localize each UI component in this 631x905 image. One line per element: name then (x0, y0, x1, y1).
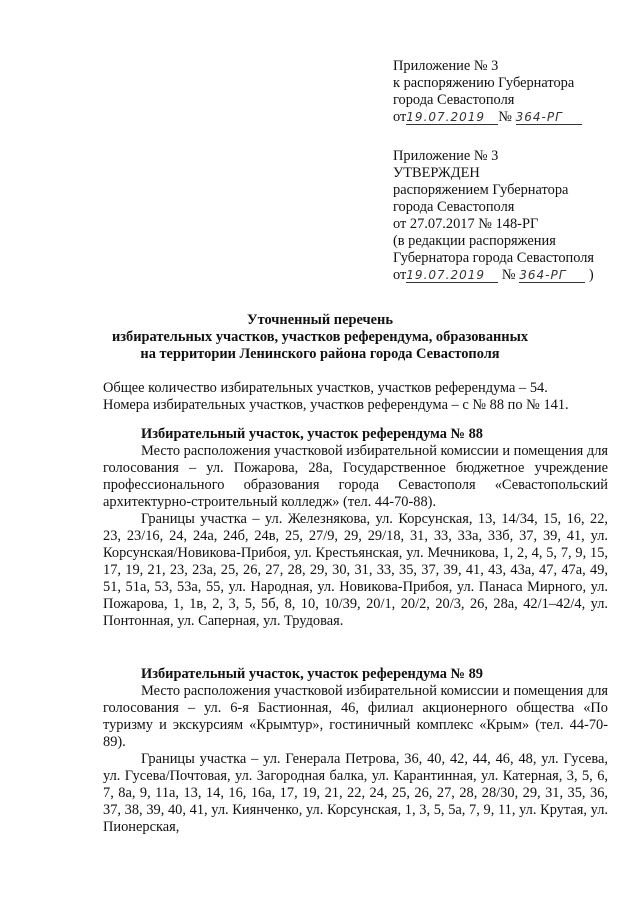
precinct-section (103, 426, 608, 630)
summary-block (103, 380, 603, 414)
summary-line: Номера избирательных участков, участков референдума – с № 88 по № 141. (103, 397, 569, 413)
precinct-borders: Границы участка – ул. Железнякова, ул. Корсунская, 13, 14/34, 15, 16, 22, 23, 23/16, 24, 24а, 24б, 24в, 25, 27/9, 29, 29/18, 31, 33, 33а, 33б, 37, 39, 41, ул. Корсунская/Новикова-Прибоя, ул. Крестьянская, ул. Мечникова, 1, 2, 4, 5, 7, 9, 15, 17, 19, 21, 23, 23а, 25, 26, 27, 28, 29, 30, 31, 33, 35, 37, 39, 41, 43, 43а, 47, 47а, 49, 51, 51а, 53, 53а, 55, ул. Народная, ул. Новикова-Прибоя, ул. Панаса Мирного, ул. Пожарова, 1, 1в, 2, 3, 5, 5б, 8, 10, 10/39, 20/1, 20/2, 20/3, 26, 28а, 42/1–42/4, ул. Понтонная, ул. Саперная, ул. Трудовая. (103, 511, 608, 629)
document-title (40, 312, 600, 363)
handwritten-date: 19.07.2019 (406, 110, 498, 125)
appendix-header-1 (393, 58, 625, 126)
appendix-line: города Севастополя (393, 92, 515, 108)
handwritten-number: 364-РГ (516, 110, 582, 125)
appendix-signature-line (393, 267, 625, 284)
handwritten-number: 364-РГ (519, 268, 585, 283)
from-label: от (393, 109, 407, 125)
precinct-heading: Избирательный участок, участок референдума № 88 (141, 426, 483, 442)
from-label: от (393, 267, 407, 283)
appendix-line: Приложение № 3 (393, 148, 499, 164)
appendix-line: к распоряжению Губернатора (393, 75, 575, 91)
summary-line: Общее количество избирательных участков, участков референдума – 54. (103, 380, 548, 396)
appendix-header-2 (393, 148, 625, 284)
number-label: № (501, 267, 516, 283)
number-label: № (498, 109, 513, 125)
appendix-line: (в редакции распоряжения (393, 233, 556, 249)
title-line: Уточненный перечень (247, 312, 393, 328)
appendix-line: распоряжением Губернатора (393, 182, 569, 198)
precinct-location: Место расположения участковой избирательной комиссии и помещения для голосования – ул. Пожарова, 28а, Государственное бюджетное учреждение профессионального образования города Севастополя «Севастопольский архитектурно-строительный колледж» (тел. 44-70-88). (103, 443, 608, 510)
precinct-section (103, 666, 608, 836)
appendix-signature-line (393, 109, 625, 126)
title-line: избирательных участков, участков референдума, образованных (111, 329, 529, 345)
appendix-line: Приложение № 3 (393, 58, 499, 74)
title-line: на территории Ленинского района города Севастополя (140, 346, 500, 362)
precinct-location: Место расположения участковой избирательной комиссии и помещения для голосования – ул. 6-я Бастионная, 46, филиал акционерного общества «По туризму и экскурсиям «Крымтур», гостиничный комплекс «Крым» (тел. 44-70-89). (103, 683, 608, 750)
handwritten-date: 19.07.2019 (406, 268, 498, 283)
appendix-line: УТВЕРЖДЕН (393, 165, 480, 181)
appendix-line: Губернатора города Севастополя (393, 250, 595, 266)
closing-parenthesis: ) (588, 267, 594, 283)
appendix-line: от 27.07.2017 № 148-РГ (393, 216, 539, 232)
appendix-line: города Севастополя (393, 199, 515, 215)
precinct-heading: Избирательный участок, участок референдума № 89 (141, 666, 483, 682)
precinct-borders: Границы участка – ул. Генерала Петрова, 36, 40, 42, 44, 46, 48, ул. Гусева, ул. Гусева/Почтовая, ул. Загородная балка, ул. Карантинная, ул. Катерная, 3, 5, 6, 7, 8а, 9, 11а, 13, 14, 16, 16а, 17, 19, 21, 22, 24, 25, 26, 27, 28, 28/30, 29, 31, 35, 36, 37, 38, 39, 40, 41, ул. Киянченко, ул. Корсунская, 1, 3, 5, 5а, 7, 9, 11, ул. Крутая, ул. Пионерская, (103, 751, 608, 835)
